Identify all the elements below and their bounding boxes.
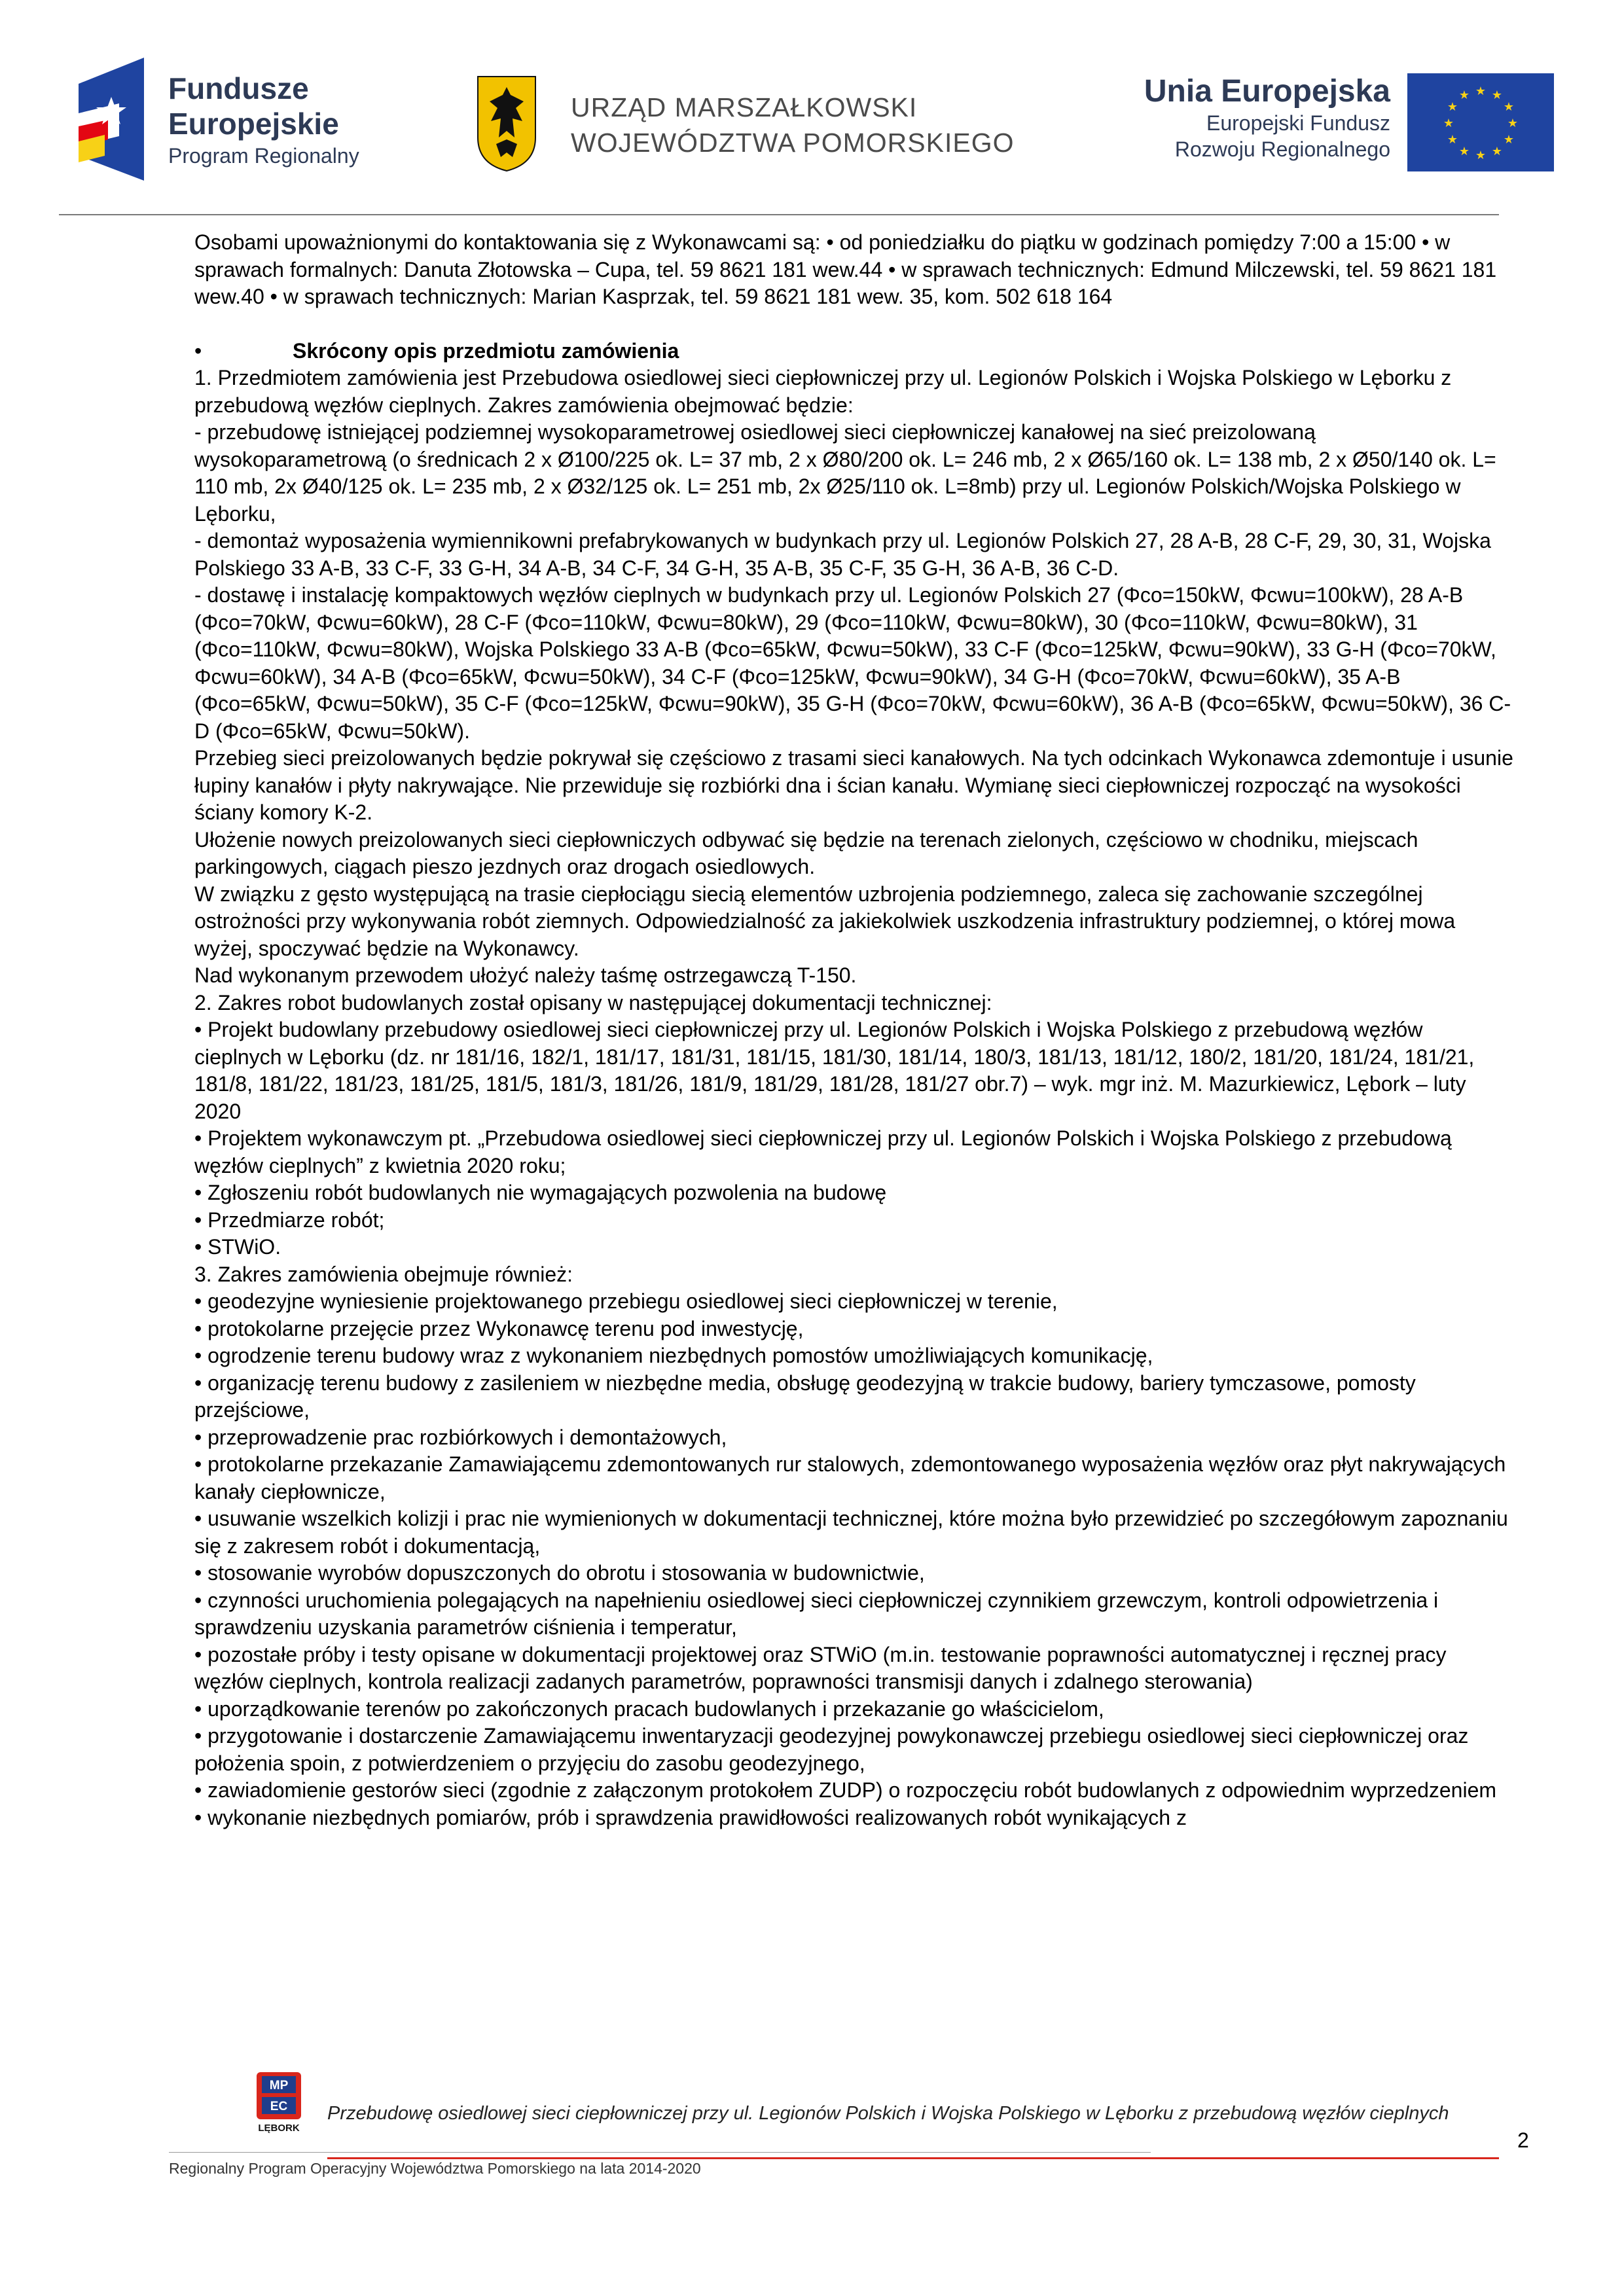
- body-line: • zawiadomienie gestorów sieci (zgodnie z załączonym protokołem ZUDP) o rozpoczęciu robót budowlanych z odpowiednim wyprzedzeniem: [194, 1778, 1497, 1802]
- body-line: - przebudowę istniejącej podziemnej wysokoparametrowej osiedlowej sieci ciepłowniczej kanałowej na sieć preizolowaną wysokoparametrową (o średnicach 2 x Ø100/225 ok. L= 37 mb, 2 x Ø80/200 ok. L= 246 mb, 2 x Ø65/160 ok. L= 138 mb, 2 x Ø50/140 ok. L= 110 mb, 2x Ø40/125 ok. L= 235 mb, 2 x Ø32/125 ok. L= 251 mb, 2x Ø25/110 ok. L=8mb) przy ul. Legionów Polskich/Wojska Polskiego w Lęborku,: [194, 420, 1496, 526]
- footer-program-text: Regionalny Program Operacyjny Województwa Pomorskiego na lata 2014-2020: [169, 2160, 701, 2177]
- body-line: • protokolarne przejęcie przez Wykonawcę terenu pod inwestycję,: [194, 1316, 804, 1340]
- body-line: • STWiO.: [194, 1235, 281, 1259]
- body-line: • Przedmiarze robót;: [194, 1208, 385, 1232]
- body-line: W związku z gęsto występującą na trasie ciepłociągu siecią elementów uzbrojenia podziemnego, zaleca się zachowanie szczególnej ostrożności przy wykonywania robót ziemnych. Odpowiedzialność za jakiekolwiek uszkodzenia infrastruktury podziemnej, o której mowa wyżej, spoczywać będzie na Wykonawcy.: [194, 882, 1456, 960]
- um-line2: WOJEWÓDZTWA POMORSKIEGO: [571, 128, 1015, 158]
- body-line: 2. Zakres robot budowlanych został opisany w następującej dokumentacji technicznej:: [194, 990, 992, 1014]
- svg-text:★: ★: [1475, 149, 1487, 162]
- svg-text:★: ★: [1503, 100, 1515, 114]
- body-line: Przebieg sieci preizolowanych będzie pokrywał się częściowo z trasami sieci kanałowych. Na tych odcinkach Wykonawca zdemontuje i usunie łupiny kanałów i płyty nakrywające. Nie przewiduje się rozbiórki dna i ścian kanału. Wymianę sieci ciepłowniczej rozpocząć na wysokości ściany komory K-2.: [194, 746, 1513, 824]
- footer-gray-rule: [169, 2152, 1151, 2153]
- svg-text:★: ★: [1491, 145, 1503, 158]
- body-line: • geodezyjne wyniesienie projektowanego przebiegu osiedlowej sieci ciepłowniczej w terenie,: [194, 1289, 1058, 1313]
- svg-text:★: ★: [1447, 100, 1458, 114]
- body-line: • uporządkowanie terenów po zakończonych pracach budowlanych i przekazanie go właścicielom,: [194, 1696, 1104, 1721]
- body-line: • ogrodzenie terenu budowy wraz z wykonaniem niezbędnych pomostów umożliwiających komunikację,: [194, 1344, 1153, 1367]
- mpec-city-text: LĘBORK: [258, 2123, 300, 2134]
- fundusze-europejskie-logo-icon: [79, 58, 144, 181]
- body-line: - dostawę i instalację kompaktowych węzłów cieplnych w budynkach przy ul. Legionów Polskich 27 (Φco=150kW, Φcwu=100kW), 28 A-B (Φco=70kW, Φcwu=60kW), 28 C-F (Φco=110kW, Φcwu=80kW), 29 (Φco=110kW, Φcwu=80kW), 30 (Φco=110kW, Φcwu=80kW), 31 (Φco=110kW, Φcwu=80kW), Wojska Polskiego 33 A-B (Φco=65kW, Φcwu=50kW), 33 C-F (Φco=125kW, Φcwu=90kW), 33 G-H (Φco=70kW, Φcwu=60kW), 34 A-B (Φco=65kW, Φcwu=50kW), 34 C-F (Φco=125kW, Φcwu=90kW), 34 G-H (Φco=70kW, Φcwu=60kW), 35 A-B (Φco=65kW, Φcwu=50kW), 35 C-F (Φco=125kW, Φcwu=90kW), 35 G-H (Φco=70kW, Φcwu=60kW), 36 A-B (Φco=65kW, Φcwu=50kW), 36 C-D (Φco=65kW, Φcwu=50kW).: [194, 583, 1511, 743]
- body-line: - demontaż wyposażenia wymiennikowni prefabrykowanych w budynkach przy ul. Legionów Polskich 27, 28 A-B, 28 C-F, 29, 30, 31, Wojska Polskiego 33 A-B, 33 C-F, 33 G-H, 34 A-B, 34 C-F, 34 G-H, 35 A-B, 35 C-F, 35 G-H, 36 A-B, 36 C-D.: [194, 529, 1491, 580]
- ue-line3: Rozwoju Regionalnego: [1174, 137, 1390, 161]
- document-header: [0, 0, 1624, 216]
- body-line: • pozostałe próby i testy opisane w dokumentacji projektowej oraz STWiO (m.in. testowanie poprawności automatycznej i ręcznej pracy węzłów cieplnych, kontrola realizacji zadanych parametrów, poprawności transmisji danych i zdalnego sterowania): [194, 1642, 1447, 1693]
- section-heading: [194, 338, 1513, 365]
- paragraph-gap: [194, 311, 1513, 338]
- body-line: • organizację terenu budowy z zasileniem w niezbędne media, obsługę geodezyjną w trakcie budowy, bariery tymczasowe, pomosty przejściowe,: [194, 1371, 1416, 1422]
- page-number: 2: [1517, 2128, 1529, 2152]
- body-line: Ułożenie nowych preizolowanych sieci ciepłowniczych odbywać się będzie na terenach zielonych, częściowo w chodniku, miejscach parkingowych, ciągach pieszo jezdnych oraz drogach osiedlowych.: [194, 827, 1418, 878]
- mpec-mid-text: EC: [270, 2100, 288, 2113]
- svg-text:★: ★: [1458, 145, 1470, 158]
- contact-paragraph: Osobami upoważnionymi do kontaktowania się z Wykonawcami są: • od poniedziałku do piątku w godzinach pomiędzy 7:00 a 15:00 • w sprawach formalnych: Danuta Złotowska – Cupa, tel. 59 8621 181 wew.44 • w sprawach technicznych: Edmund Milczewski, tel. 59 8621 181 wew.40 • w sprawach technicznych: Marian Kasprzak, tel. 59 8621 181 wew. 35, kom. 502 618 164: [194, 230, 1497, 308]
- body-line: • Projekt budowlany przebudowy osiedlowej sieci ciepłowniczej przy ul. Legionów Polskich i Wojska Polskiego z przebudową węzłów cieplnych w Lęborku (dz. nr 181/16, 182/1, 181/17, 181/31, 181/15, 181/30, 181/14, 180/3, 181/13, 181/12, 180/2, 181/20, 181/24, 181/21, 181/8, 181/22, 181/23, 181/25, 181/5, 181/3, 181/26, 181/9, 181/29, 181/28, 181/27 obr.7) – wyk. mgr inż. M. Mazurkiewicz, Lębork – luty 2020: [194, 1018, 1475, 1123]
- svg-text:★: ★: [1507, 117, 1519, 130]
- footer-project-title: Przebudowę osiedlowej sieci ciepłowniczej przy ul. Legionów Polskich i Wojska Polskiego w Lęborku z przebudową węzłów cieplnych: [327, 2103, 1449, 2124]
- ue-line2: Europejski Fundusz: [1206, 111, 1390, 135]
- document-body: [194, 229, 1513, 1831]
- fe-line1: Fundusze: [168, 71, 309, 105]
- body-line: 1. Przedmiotem zamówienia jest Przebudowa osiedlowej sieci ciepłowniczej przy ul. Legionów Polskich i Wojska Polskiego w Lęborku z przebudową węzłów cieplnych. Zakres zamówienia obejmować będzie:: [194, 366, 1452, 417]
- header-divider: [59, 214, 1499, 215]
- fe-line2: Europejskie: [168, 107, 339, 141]
- svg-text:★: ★: [1443, 117, 1454, 130]
- body-line: • przeprowadzenie prac rozbiórkowych i demontażowych,: [194, 1425, 727, 1449]
- mpec-top-text: MP: [269, 2079, 289, 2092]
- eu-flag-icon: [1407, 73, 1554, 171]
- body-line: • stosowanie wyrobów dopuszczonych do obrotu i stosowania w budownictwie,: [194, 1561, 925, 1585]
- body-line: • Zgłoszeniu robót budowlanych nie wymagających pozwolenia na budowę: [194, 1181, 887, 1204]
- unia-europejska-text: [1139, 73, 1390, 162]
- body-line: • protokolarne przekazanie Zamawiającemu zdemontowanych rur stalowych, zdemontowanego wyposażenia węzłów oraz płyt nakrywających kanały ciepłownicze,: [194, 1452, 1506, 1503]
- body-line: • Projektem wykonawczym pt. „Przebudowa osiedlowej sieci ciepłowniczej przy ul. Legionów Polskich i Wojska Polskiego z przebudową węzłów cieplnych” z kwietnia 2020 roku;: [194, 1126, 1452, 1177]
- svg-text:★: ★: [1447, 133, 1458, 147]
- um-line1: URZĄD MARSZAŁKOWSKI: [571, 92, 918, 122]
- body-line: Nad wykonanym przewodem ułożyć należy taśmę ostrzegawczą T-150.: [194, 963, 857, 987]
- svg-text:★: ★: [1503, 133, 1515, 147]
- mpec-lebork-logo-icon: [247, 2068, 310, 2135]
- heading-text: Skrócony opis przedmiotu zamówienia: [293, 338, 679, 363]
- body-line: • usuwanie wszelkich kolizji i prac nie wymienionych w dokumentacji technicznej, które można było przewidzieć po szczegółowym zapoznaniu się z zakresem robót i dokumentacją,: [194, 1507, 1508, 1558]
- ue-line1: Unia Europejska: [1144, 74, 1390, 109]
- body-line: • wykonanie niezbędnych pomiarów, prób i sprawdzenia prawidłowości realizowanych robót wynikających z: [194, 1805, 1187, 1829]
- svg-text:★: ★: [1458, 88, 1470, 102]
- pomorskie-crest-icon: [477, 75, 537, 172]
- footer-red-rule: [327, 2157, 1499, 2159]
- urzad-marszalkowski-text: [571, 90, 1014, 160]
- body-line: • czynności uruchomienia polegających na napełnieniu osiedlowej sieci ciepłowniczej czynnikiem grzewczym, kontroli odpowietrzenia i sprawdzeniu uzyskania parametrów ciśnienia i temperatur,: [194, 1588, 1439, 1639]
- heading-bullet: •: [194, 338, 202, 363]
- body-line: 3. Zakres zamówienia obejmuje również:: [194, 1262, 573, 1286]
- svg-text:★: ★: [1491, 88, 1503, 102]
- svg-text:★: ★: [1475, 84, 1487, 98]
- fundusze-europejskie-text: [168, 71, 359, 170]
- fe-line3: Program Regionalny: [168, 144, 359, 168]
- body-line: • przygotowanie i dostarczenie Zamawiającemu inwentaryzacji geodezyjnej powykonawczej przebiegu osiedlowej sieci ciepłowniczej oraz położenia spoin, z potwierdzeniem o przyjęciu do zasobu geodezyjnego,: [194, 1724, 1469, 1775]
